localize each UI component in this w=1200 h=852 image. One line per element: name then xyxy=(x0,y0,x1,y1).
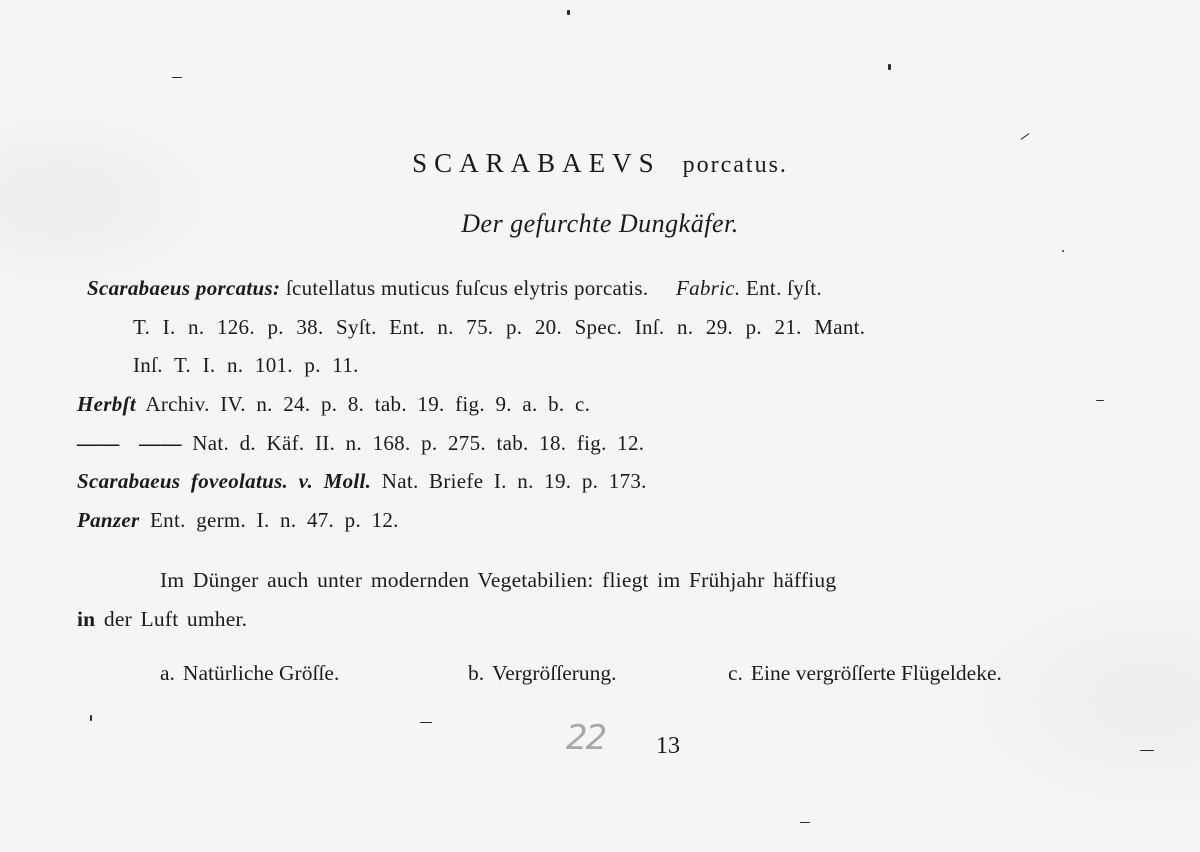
reference-line xyxy=(133,315,865,340)
legend-text: Natürliche Gröſſe. xyxy=(182,661,340,685)
reference-text: Ent. ſyſt. xyxy=(740,276,822,300)
legend-key: c. xyxy=(728,661,743,685)
reference-text: T. I. n. 126. p. 38. Syſt. Ent. n. 75. p. 20. Spec. Inſ. n. 29. p. 21. Mant. xyxy=(133,315,866,339)
reference-text: Nat. d. Käf. II. n. 168. p. 275. tab. 18. fig. 12. xyxy=(181,431,645,455)
reference-line xyxy=(77,508,399,533)
ditto-dashes: —— —— xyxy=(77,431,182,455)
habitat-text: der Luft umher. xyxy=(95,607,248,631)
figure-legend-a xyxy=(160,661,339,686)
ink-speck xyxy=(90,715,92,721)
ink-speck xyxy=(1140,750,1154,751)
ink-speck xyxy=(1062,250,1064,252)
ink-speck xyxy=(1096,400,1104,401)
legend-key: a. xyxy=(160,661,175,685)
reference-line xyxy=(133,353,359,378)
title-species: porcatus. xyxy=(682,152,788,178)
ink-speck xyxy=(172,77,182,78)
ink-speck xyxy=(1021,133,1030,140)
reference-line xyxy=(77,431,644,456)
figure-legend-b xyxy=(468,661,617,686)
reference-line xyxy=(77,469,647,494)
page-title xyxy=(0,148,1200,179)
reference-text: Nat. Briefe I. n. 19. p. 173. xyxy=(371,469,647,493)
reference-author: Scarabaeus porcatus: xyxy=(87,276,281,300)
legend-text: Vergröſſerung. xyxy=(492,661,617,685)
title-genus: SCARABAEVS xyxy=(412,148,661,178)
ink-speck xyxy=(567,10,570,15)
reference-line xyxy=(87,276,822,301)
ink-speck xyxy=(800,822,810,823)
reference-author: Panzer xyxy=(77,508,140,532)
figure-legend-c xyxy=(728,661,1002,686)
reference-text: ſcutellatus muticus fuſcus elytris porcatis. xyxy=(280,276,649,300)
habitat-paragraph-line xyxy=(77,607,247,632)
reference-text: Archiv. IV. n. 24. p. 8. tab. 19. fig. 9. a. b. c. xyxy=(135,392,591,416)
reference-text: Inſ. T. I. n. 101. p. 11. xyxy=(133,353,359,377)
reference-author: Herbſt xyxy=(77,392,136,416)
page-subtitle: Der gefurchte Dungkäfer. xyxy=(461,209,739,238)
ink-speck xyxy=(888,64,891,70)
reference-author: Fabric. xyxy=(675,276,741,300)
pencil-annotation: 22 xyxy=(566,718,606,758)
legend-key: b. xyxy=(468,661,485,685)
page-number: 13 xyxy=(656,733,680,759)
reference-line xyxy=(77,392,590,417)
reference-author: Scarabaeus foveolatus. v. Moll. xyxy=(77,469,372,493)
habitat-text: Im Dünger auch unter modernden Vegetabilien: fliegt im Frühjahr häffiug xyxy=(160,568,837,592)
habitat-text: in xyxy=(77,607,96,631)
legend-text: Eine vergröſſerte Flügeldeke. xyxy=(750,661,1002,685)
ink-speck xyxy=(420,722,432,723)
habitat-paragraph-line xyxy=(160,568,836,593)
reference-text: Ent. germ. I. n. 47. p. 12. xyxy=(139,508,399,532)
